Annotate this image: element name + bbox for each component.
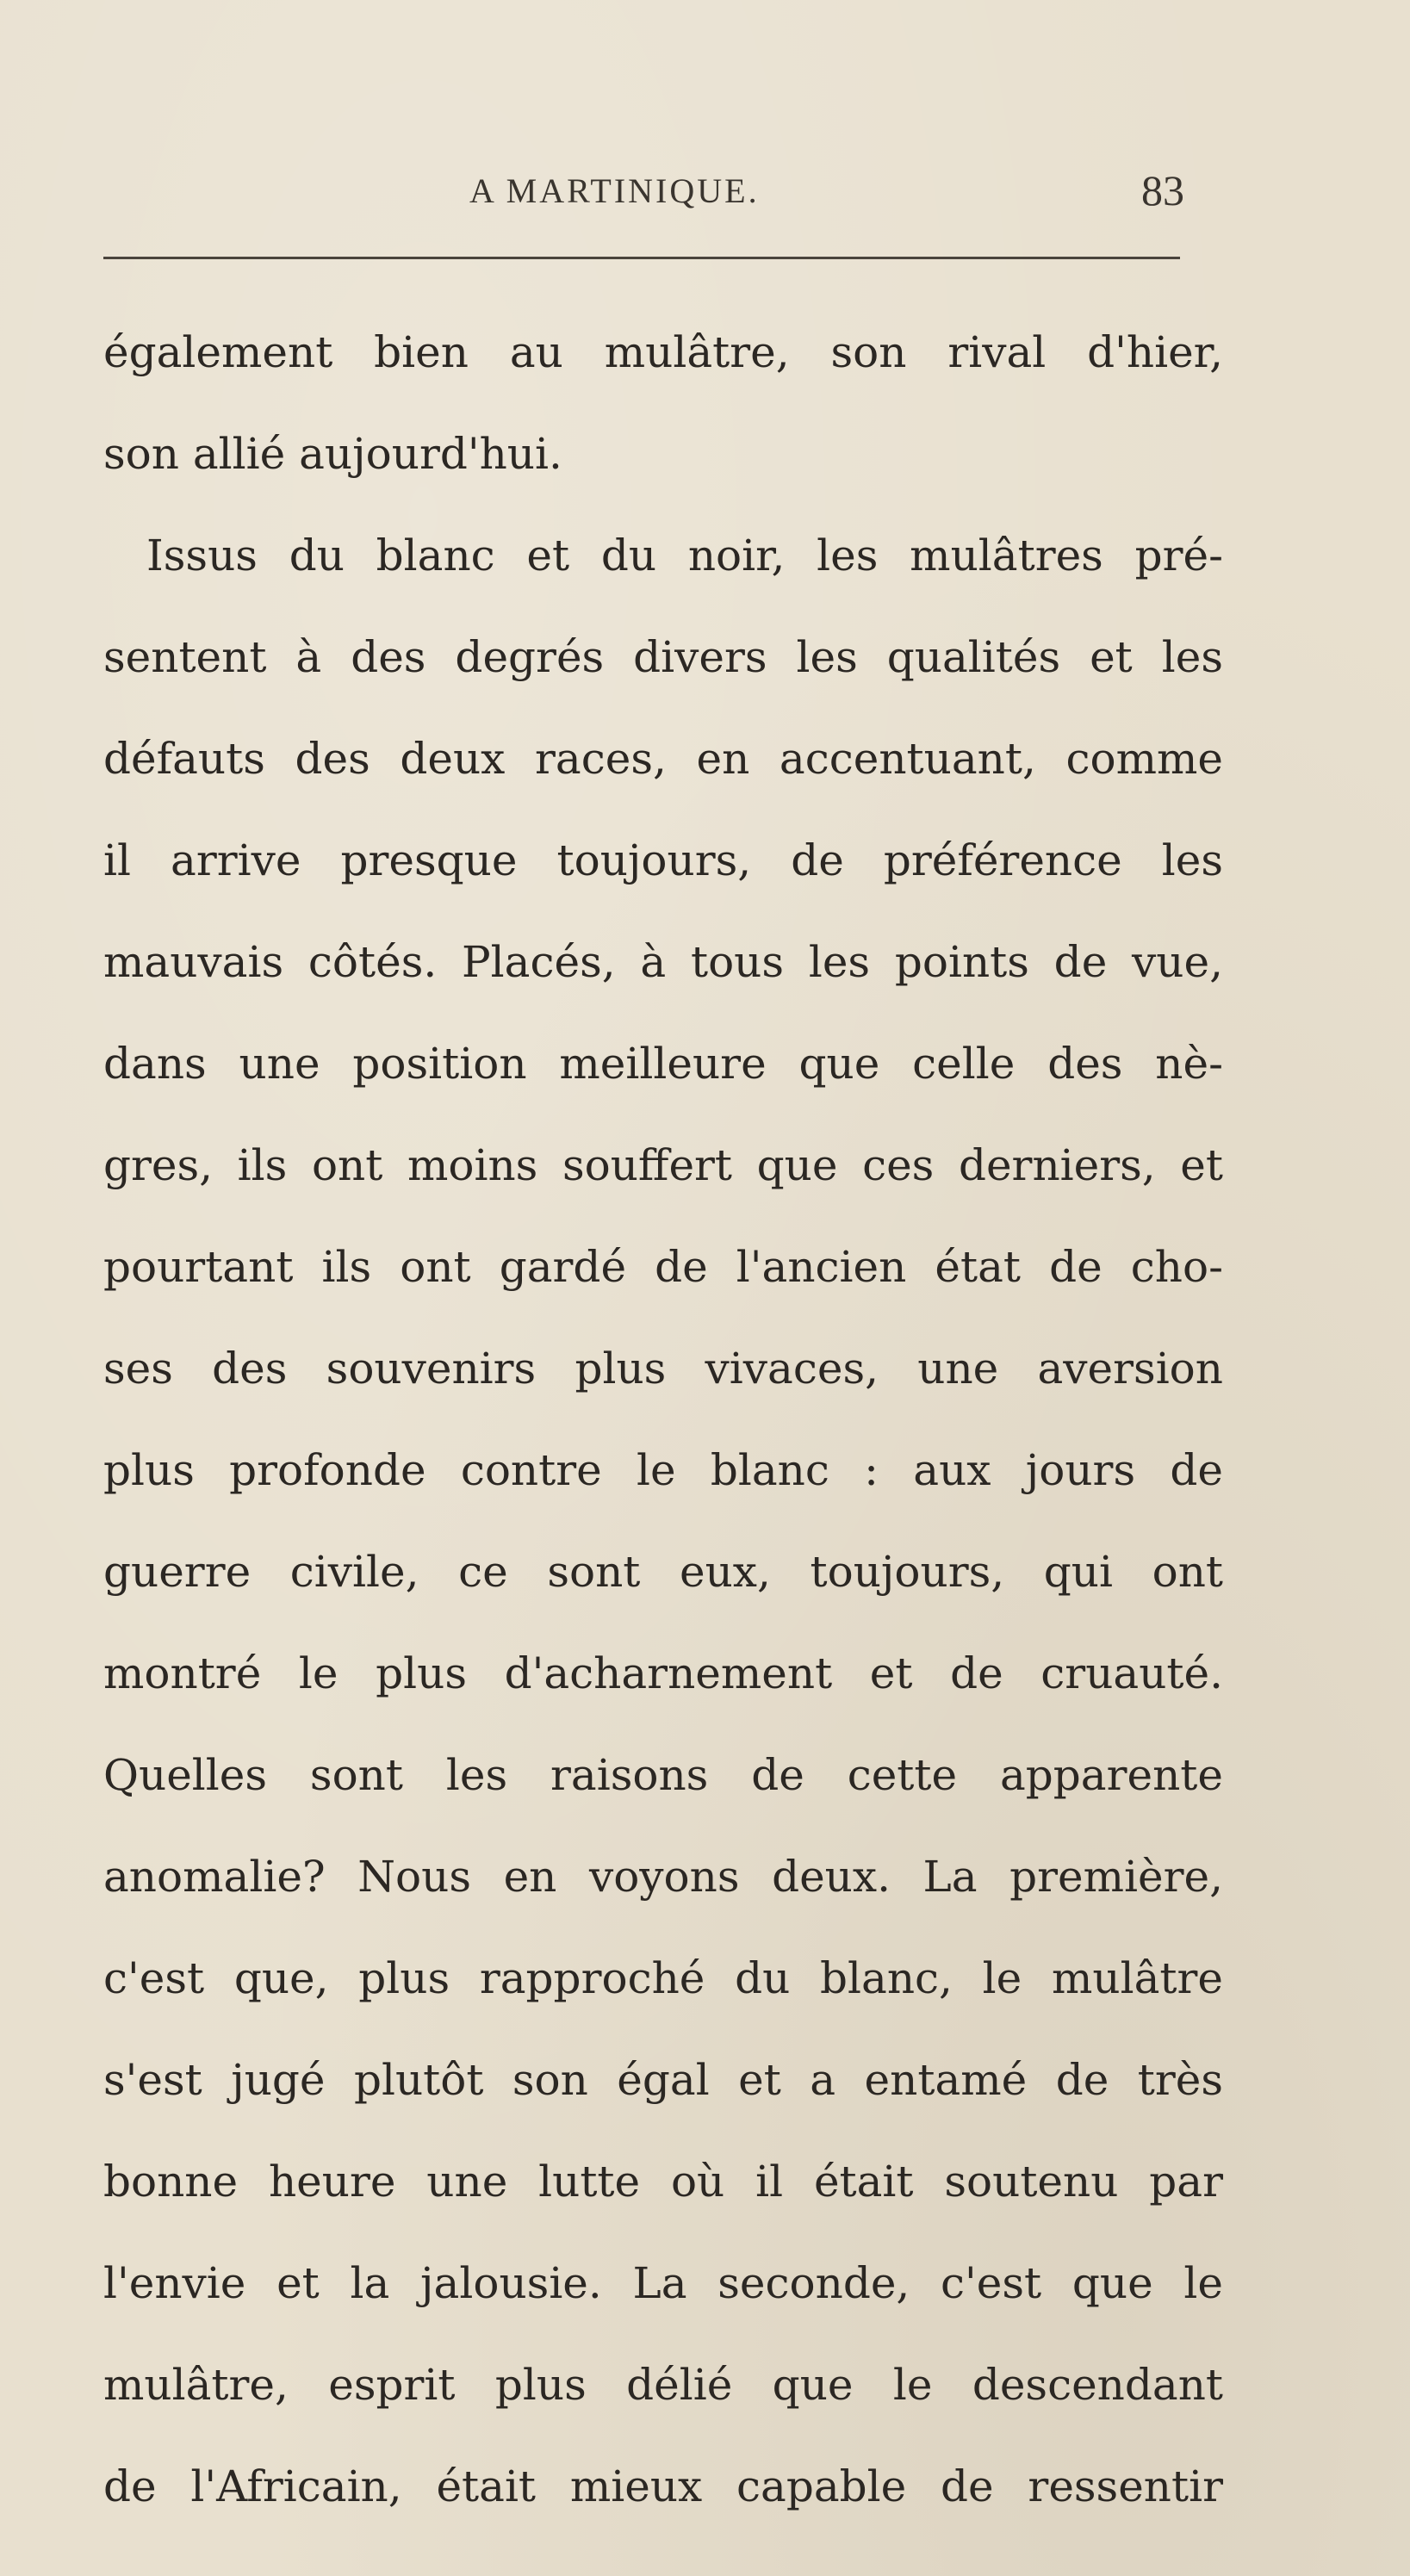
text-line: plus profonde contre le blanc : aux jours de — [103, 1445, 1223, 1495]
body-text — [103, 301, 1223, 2537]
text-line: dans une position meilleure que celle des nè- — [103, 1039, 1223, 1089]
text-line: défauts des deux races, en accentuant, comme — [103, 734, 1223, 784]
text-line: pourtant ils ont gardé de l'ancien état de cho- — [103, 1242, 1223, 1292]
text-line: l'envie et la jalousie. La seconde, c'est que le — [103, 2258, 1223, 2308]
text-line: ses des souvenirs plus vivaces, une aversion — [103, 1344, 1223, 1394]
text-line: mauvais côtés. Placés, à tous les points de vue, — [103, 937, 1223, 987]
text-line: de l'Africain, était mieux capable de ressentir — [103, 2461, 1223, 2511]
text-line: c'est que, plus rapproché du blanc, le mulâtre — [103, 1953, 1223, 2003]
text-line: guerre civile, ce sont eux, toujours, qui ont — [103, 1547, 1223, 1597]
text-line: anomalie? Nous en voyons deux. La première, — [103, 1852, 1223, 1902]
text-line: sentent à des degrés divers les qualités et les — [103, 632, 1223, 682]
text-line: mulâtre, esprit plus délié que le descendant — [103, 2360, 1223, 2410]
page-number: 83 — [1141, 166, 1184, 214]
header-rule — [103, 257, 1180, 259]
text-line: il arrive presque toujours, de préférence les — [103, 835, 1223, 885]
page-header — [99, 155, 1184, 215]
text-line: s'est jugé plutôt son égal et a entamé de très — [103, 2055, 1223, 2105]
text-line: son allié aujourd'hui. — [103, 429, 562, 479]
text-line: Quelles sont les raisons de cette apparente — [103, 1750, 1223, 1800]
text-line: gres, ils ont moins souffert que ces derniers, et — [103, 1140, 1223, 1190]
text-line: également bien au mulâtre, son rival d'hier, — [103, 327, 1223, 377]
running-title: A MARTINIQUE. — [469, 171, 760, 210]
text-line: montré le plus d'acharnement et de cruauté. — [103, 1648, 1223, 1698]
text-line: bonne heure une lutte où il était soutenu par — [103, 2157, 1223, 2207]
paragraph-start: Issus du blanc et du noir, les mulâtres pré- — [146, 531, 1223, 580]
